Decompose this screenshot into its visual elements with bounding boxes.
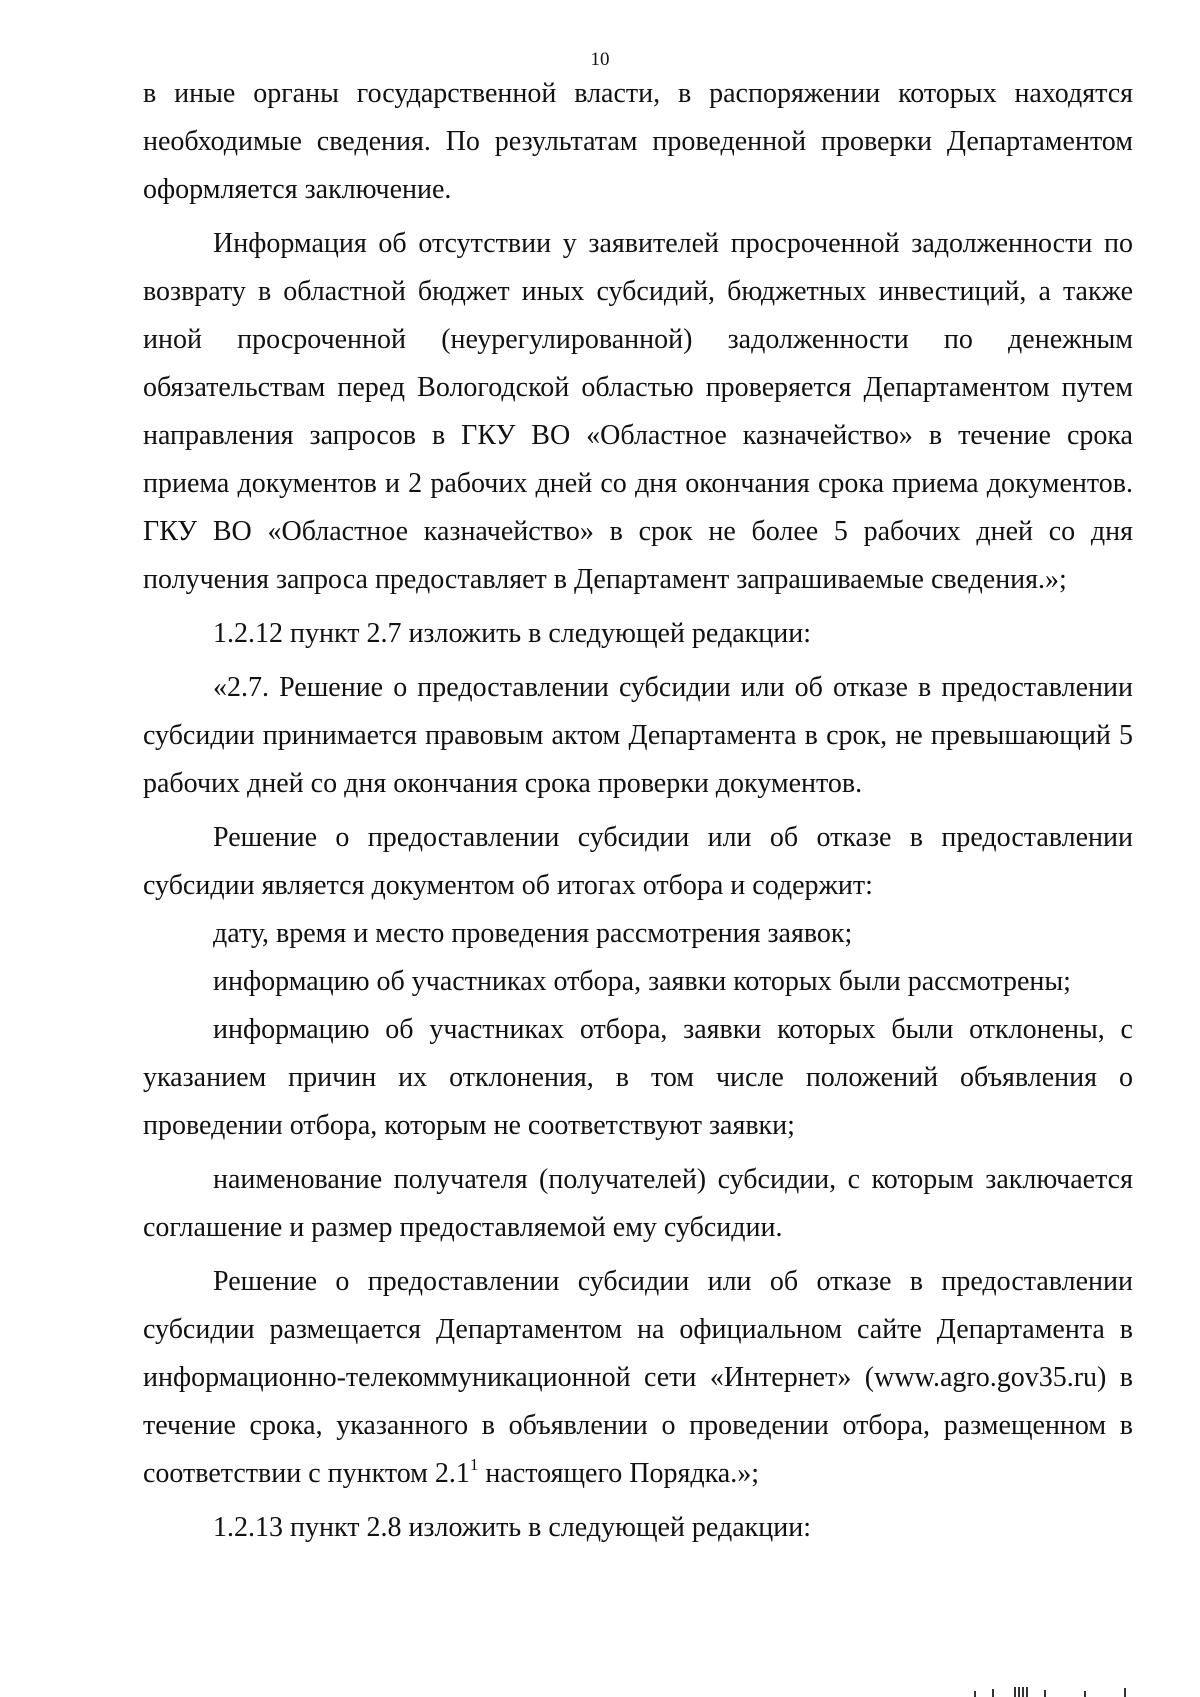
- paragraph-clause-2-7: «2.7. Решение о предоставлении субсидии или об отказе в предоставлении субсидии принимается правовым актом Департамента в срок, не превышающий 5 рабочих дней со дня окончания срока проверки документов.: [143, 672, 1133, 799]
- list-item-date-time-place: дату, время и место проведения рассмотрения заявок;: [213, 918, 853, 949]
- paragraph-debt-check: Информация об отсутствии у заявителей просроченной задолженности по возврату в областной бюджет иных субсидий, бюджетных инвестиций, а также иной просроченной (неурегулированной) задолженности по денежным обязательствам перед Вологодской областью проверяется Департаментом путем направления запросов в ГКУ ВО «Областное казначейство» в течение срока приема документов и 2 рабочих дней со дня окончания срока приема документов. ГКУ ВО «Областное казначейство» в срок не более 5 рабочих дней со дня получения запроса предоставляет в Департамент запрашиваемые сведения.»;: [143, 228, 1133, 595]
- paragraph-decision-contents: Решение о предоставлении субсидии или об отказе в предоставлении субсидии является документом об итогах отбора и содержит:: [143, 822, 1133, 901]
- page-number: 10: [590, 49, 610, 70]
- list-item-considered-participants: информацию об участниках отбора, заявки которых были рассмотрены;: [213, 966, 1071, 997]
- publication-text: Решение о предоставлении субсидии или об отказе в предоставлении субсидии размещается Департаментом на официальном сайте Департамента в информационно-телекоммуникационной сети «Интернет» (www.agro.gov35.ru) в течение срока, указанного в объявлении о проведении отбора, размещенном в соответствии с пунктом 2.1: [143, 1266, 1133, 1489]
- paragraph-item-1-2-13: 1.2.13 пункт 2.8 изложить в следующей редакции:: [213, 1512, 811, 1543]
- list-item-rejected-participants: информацию об участниках отбора, заявки которых были отклонены, с указанием причин их отклонения, в том числе положений объявления о проведении отбора, которым не соответствуют заявки;: [143, 1014, 1133, 1141]
- paragraph-decision-publication: [143, 1258, 1133, 1498]
- publication-text-end: настоящего Порядка.»;: [478, 1458, 759, 1489]
- scan-artifact-marks: [974, 1683, 1144, 1697]
- paragraph-continuation: в иные органы государственной власти, в распоряжении которых находятся необходимые сведения. По результатам проведенной проверки Департаментом оформляется заключение.: [143, 78, 1133, 205]
- list-item-recipient-name: наименование получателя (получателей) субсидии, с которым заключается соглашение и размер предоставляемой ему субсидии.: [143, 1164, 1133, 1243]
- document-body: [143, 70, 1133, 1552]
- paragraph-item-1-2-12: 1.2.12 пункт 2.7 изложить в следующей редакции:: [213, 618, 811, 649]
- footnote-superscript: 1: [469, 1455, 479, 1474]
